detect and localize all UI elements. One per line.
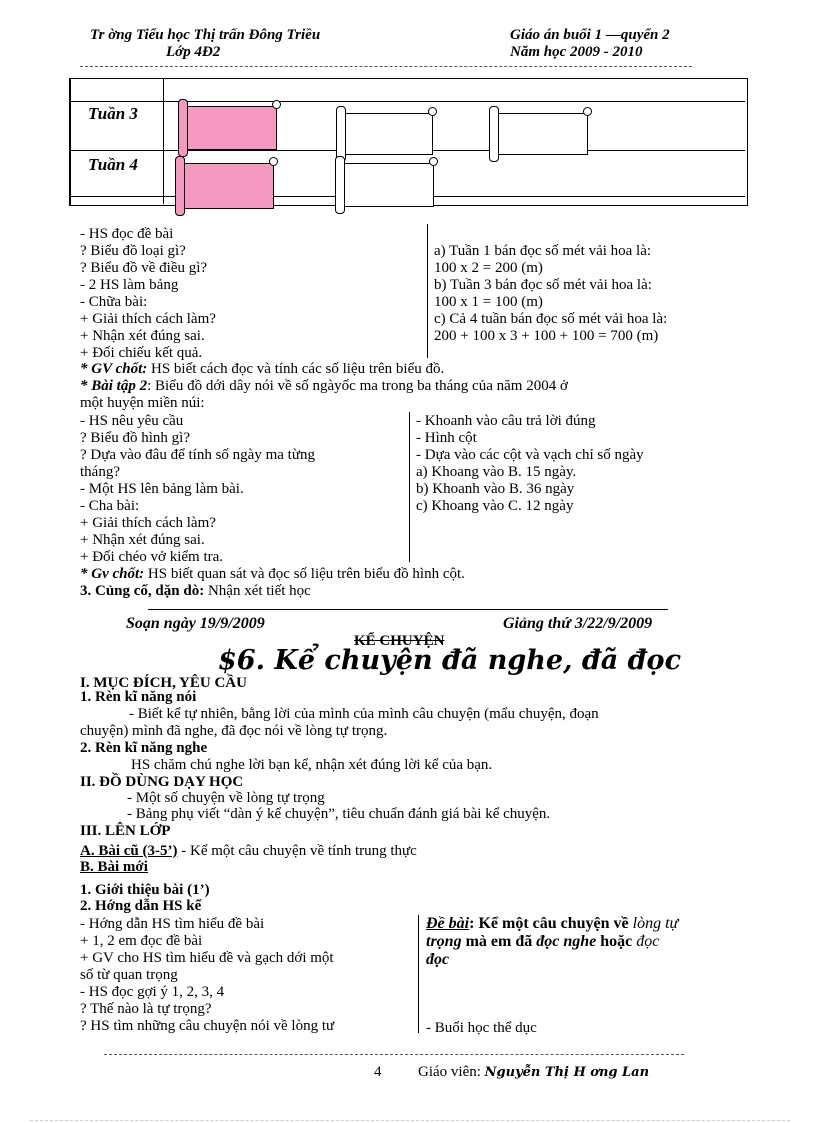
teacher-signature (418, 1064, 649, 1081)
list-item: - Hớng dẫn HS tìm hiểu đề bài (80, 916, 265, 932)
teacher-name: Nguyễn Thị H ơng Lan (484, 1065, 650, 1080)
answer-line: b) Khoanh vào B. 36 ngày (416, 481, 575, 497)
topic-statement-cont: trọng mà em đã đọc nghe hoặc đọc (426, 933, 660, 950)
lesson-title: $6. Kể chuyện đã nghe, đã đọc (218, 645, 682, 676)
answer-line: 100 x 2 = 200 (m) (434, 260, 543, 276)
topic-statement: Đề bài: Kể một câu chuyện về lòng tự (426, 915, 679, 932)
gv-conclusion-label: * GV chốt: (80, 361, 148, 377)
subsection-heading: 1. Giới thiệu bài (1’) (80, 882, 210, 898)
subsection-heading: 1. Rèn kĩ năng nói (80, 689, 197, 705)
answer-line: a) Khoang vào B. 15 ngày. (416, 464, 577, 480)
column-divider (418, 915, 419, 1033)
teaching-date: Giảng thứ 3/22/9/2009 (503, 615, 653, 632)
paragraph-line: - Biết kể tự nhiên, bằng lời của mình của mình câu chuyện (mẩu chuyện, đoạn (129, 706, 599, 722)
list-item: ? Thế nào là tự trọng? (80, 1001, 212, 1017)
consolidation (80, 583, 311, 600)
school-year: Năm học 2009 - 2010 (510, 44, 643, 60)
week-3-label: Tuần 3 (88, 104, 138, 123)
paragraph-line: chuyện) mình đã nghe, đã đọc nói về lòng tự trọng. (80, 723, 388, 739)
section-heading: III. LÊN LỚP (80, 823, 171, 839)
answer-line: a) Tuần 1 bán đọc số mét vải hoa là: (434, 243, 652, 259)
old-lesson (80, 843, 417, 860)
column-divider (427, 224, 428, 358)
answer-line: - Dựa vào các cột và vạch chỉ số ngày (416, 447, 644, 463)
section-heading: I. MỤC ĐÍCH, YÊU CẦU (80, 675, 247, 691)
topic-label: Đề bài (426, 915, 470, 932)
gv-conclusion-label: * Gv chốt: (80, 566, 145, 582)
scroll-icon (494, 113, 588, 155)
scroll-icon (341, 113, 433, 155)
gv-conclusion-text: HS biết cách đọc và tính các số liệu trên biểu đồ. (147, 361, 445, 377)
exercise-2-prompt (80, 378, 568, 395)
list-item: + Đối chéo vở kiểm tra. (80, 549, 224, 565)
list-item: + Giải thích cách làm? (80, 515, 216, 531)
gv-conclusion-text: HS biết quan sát và đọc số liệu trên biểu đồ hình cột. (144, 566, 465, 582)
section-divider (148, 609, 668, 610)
scroll-icon (340, 163, 434, 207)
answer-line: - Buổi học thể dục (426, 1020, 537, 1036)
chart-column-divider (163, 78, 164, 204)
teacher-label: Giáo viên: (418, 1064, 481, 1080)
column-divider (409, 412, 410, 562)
list-item: - Bảng phụ viết “dàn ý kể chuyện”, tiêu chuẩn đánh giá bài kể chuyện. (127, 806, 551, 822)
list-item: - HS đọc đề bài (80, 226, 174, 242)
old-lesson-label: A. Bài cũ (3-5’) (80, 843, 178, 859)
header-divider (80, 66, 692, 67)
scroll-icon-pink (180, 163, 274, 209)
consolidation-label: 3. Củng cố, dặn dò: (80, 583, 205, 599)
list-item: - Một số chuyện về lòng tự trọng (127, 790, 325, 806)
scroll-icon-pink (183, 106, 277, 150)
list-item: ? Dựa vào đâu để tính số ngày ma từng (80, 447, 315, 463)
answer-line: 200 + 100 x 3 + 100 + 100 = 700 (m) (434, 328, 659, 344)
list-item: - Chữa bài: (80, 294, 148, 310)
subject-title: KỂ CHUYỆN (354, 633, 445, 649)
answer-line: - Khoanh vào câu trả lời đúng (416, 413, 596, 429)
list-item: tháng? (80, 464, 120, 480)
footer-divider (104, 1054, 684, 1055)
list-item: - Cha bài: (80, 498, 140, 514)
page-edge (30, 1120, 790, 1121)
exercise-2-text: : Biểu đồ dới dây nói về số ngàyốc ma trong ba tháng của năm 2004 ở (147, 378, 568, 394)
section-heading: II. ĐỒ DÙNG DẠY HỌC (80, 774, 244, 790)
week-4-label: Tuần 4 (88, 155, 138, 174)
document-title: Giáo án buổi 1 —quyển 2 (510, 27, 670, 43)
list-item: ? Biểu đồ hình gì? (80, 430, 190, 446)
chart-row-divider (69, 101, 745, 102)
list-item: ? HS tìm những câu chuyện nói về lòng tư (80, 1018, 335, 1034)
list-item: + Nhận xét đúng sai. (80, 328, 205, 344)
exercise-2-label: * Bài tập 2 (80, 378, 148, 394)
list-item: + Nhận xét đúng sai. (80, 532, 205, 548)
gv-conclusion (80, 566, 465, 583)
new-lesson-heading: B. Bài mới (80, 859, 148, 875)
topic-statement-end: đọc (426, 951, 450, 968)
page-number: 4 (374, 1064, 382, 1080)
answer-line: 100 x 1 = 100 (m) (434, 294, 543, 310)
subsection-heading: 2. Rèn kĩ năng nghe (80, 740, 208, 756)
list-item: + 1, 2 em đọc đề bài (80, 933, 203, 949)
list-item: số từ quan trọng (80, 967, 178, 983)
paragraph-line: HS chăm chú nghe lời bạn kể, nhận xét đúng lời kể của bạn. (131, 757, 493, 773)
list-item: + GV cho HS tìm hiểu đề và gạch dới một (80, 950, 334, 966)
list-item: + Giải thích cách làm? (80, 311, 216, 327)
answer-line: b) Tuần 3 bán đọc số mét vải hoa là: (434, 277, 652, 293)
list-item: - 2 HS làm bảng (80, 277, 179, 293)
answer-line: c) Cả 4 tuần bán đọc số mét vải hoa là: (434, 311, 668, 327)
school-name: Tr ờng Tiểu học Thị trấn Đông Triều (90, 27, 321, 43)
old-lesson-text: - Kể một câu chuyện về tính trung thực (177, 843, 417, 859)
gv-conclusion (80, 361, 444, 378)
answer-line: c) Khoang vào C. 12 ngày (416, 498, 574, 514)
subsection-heading: 2. Hớng dẫn HS kể (80, 898, 202, 914)
class-name: Lớp 4Đ2 (166, 44, 221, 60)
list-item: ? Biểu đồ về điều gì? (80, 260, 208, 276)
list-item: - HS đọc gợi ý 1, 2, 3, 4 (80, 984, 225, 1000)
consolidation-text: Nhận xét tiết học (204, 583, 311, 599)
exercise-2-prompt-cont: một huyện miền núi: (80, 395, 205, 411)
list-item: - HS nêu yêu cầu (80, 413, 184, 429)
list-item: - Một HS lên bảng làm bài. (80, 481, 244, 497)
prepared-date: Soạn ngày 19/9/2009 (126, 615, 265, 632)
list-item: + Đối chiếu kết quả. (80, 345, 203, 361)
list-item: ? Biểu đồ loại gì? (80, 243, 186, 259)
answer-line: - Hình cột (416, 430, 477, 446)
